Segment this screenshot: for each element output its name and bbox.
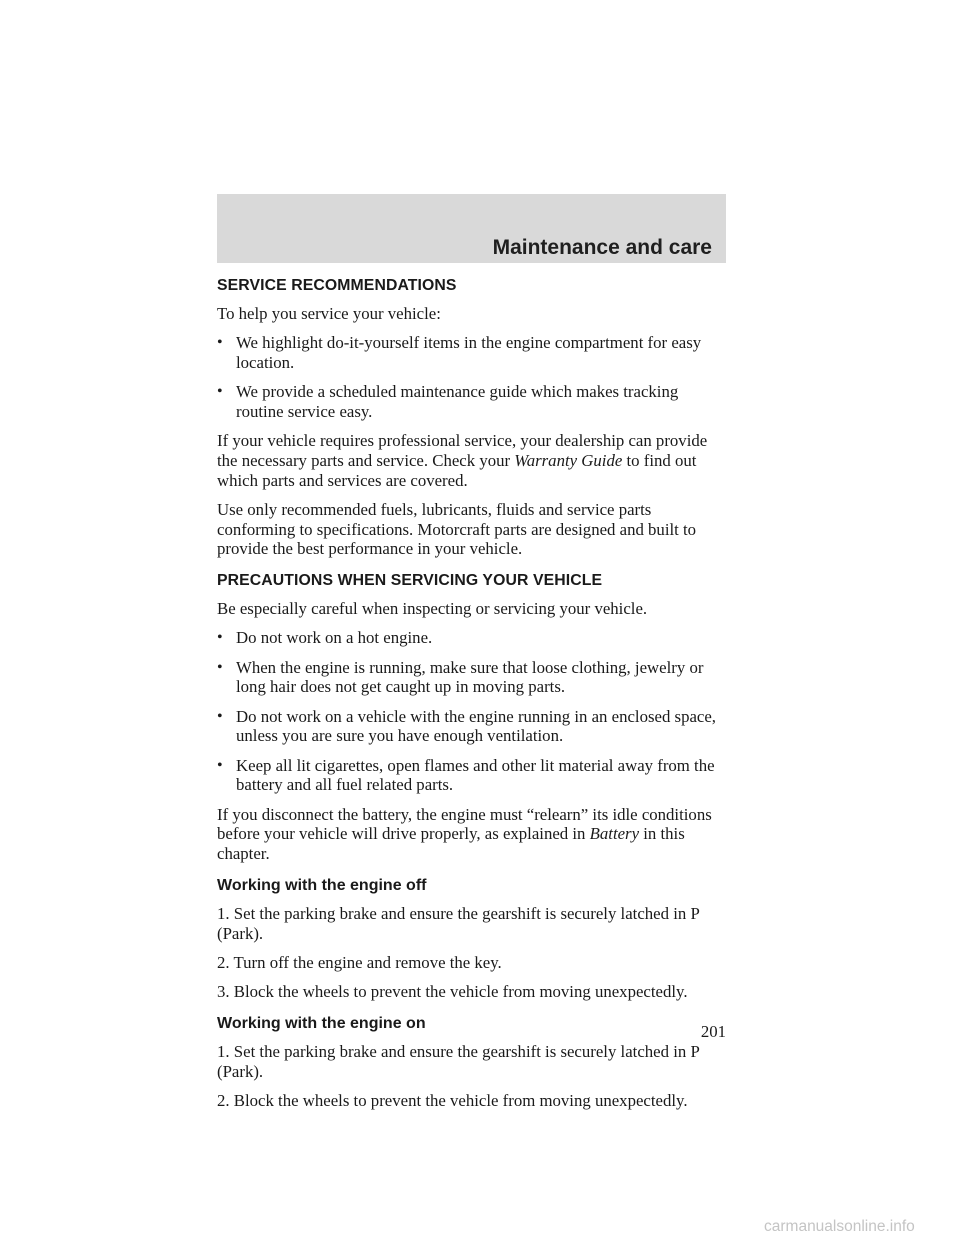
dealership-text-end: to find out which parts and services are covered. xyxy=(217,451,697,490)
battery-paragraph xyxy=(217,805,729,864)
service-intro: To help you service your vehicle: xyxy=(217,304,441,323)
warranty-guide-reference: Warranty Guide xyxy=(514,451,623,470)
list-item-text: Keep all lit cigarettes, open flames and other lit material away from the battery and all fuel related parts. xyxy=(236,755,715,795)
bullet-icon: • xyxy=(217,658,223,676)
page-content xyxy=(217,276,729,1120)
bullet-icon: • xyxy=(217,334,223,352)
dealership-text: If your vehicle requires professional service, your dealership can provide the necessary parts and service. Check your xyxy=(217,431,708,470)
parts-paragraph: Use only recommended fuels, lubricants, fluids and service parts conforming to specifications. Motorcraft parts are designed and built to provide the best performance in your vehicle. xyxy=(217,500,697,559)
engine-off-heading: Working with the engine off xyxy=(217,876,427,894)
list-item-text: We highlight do-it-yourself items in the engine compartment for easy location. xyxy=(236,333,702,372)
battery-text: If you disconnect the battery, the engine must “relearn” its idle conditions before your vehicle will drive properly, as explained in xyxy=(217,804,712,844)
bullet-icon: • xyxy=(217,629,223,647)
bullet-icon: • xyxy=(217,756,223,774)
service-heading: SERVICE RECOMMENDATIONS xyxy=(217,277,457,294)
list-item-text: Do not work on a vehicle with the engine running in an enclosed space, unless you are sure you have enough ventilation. xyxy=(236,706,716,746)
list-item xyxy=(217,333,729,372)
list-item-text: We provide a scheduled maintenance guide which makes tracking routine service easy. xyxy=(236,382,679,421)
battery-reference: Battery xyxy=(589,824,640,844)
section-header-band xyxy=(217,194,726,263)
dealership-paragraph xyxy=(217,431,729,490)
engine-on-heading: Working with the engine on xyxy=(217,1014,426,1032)
precautions-intro: Be especially careful when inspecting or servicing your vehicle. xyxy=(217,599,648,619)
engine-on-step: 2. Block the wheels to prevent the vehicle from moving unexpectedly. xyxy=(217,1090,688,1110)
list-item xyxy=(217,382,729,421)
engine-off-step: 1. Set the parking brake and ensure the gearshift is securely latched in P (Park). xyxy=(217,903,700,943)
page-number: 201 xyxy=(700,1022,726,1041)
bullet-icon: • xyxy=(217,707,223,725)
engine-off-step: 2. Turn off the engine and remove the key. xyxy=(217,952,502,972)
precautions-bullet-list xyxy=(217,628,729,795)
list-item xyxy=(217,628,729,648)
battery-text-end: in this chapter. xyxy=(217,824,685,864)
watermark: carmanualsonline.info xyxy=(764,1218,915,1235)
list-item xyxy=(217,707,729,746)
section-title: Maintenance and care xyxy=(492,236,712,259)
list-item xyxy=(217,756,729,795)
engine-on-step: 1. Set the parking brake and ensure the gearshift is securely latched in P (Park). xyxy=(217,1041,700,1081)
engine-off-step: 3. Block the wheels to prevent the vehicle from moving unexpectedly. xyxy=(217,982,688,1002)
list-item-text: When the engine is running, make sure that loose clothing, jewelry or long hair does not get caught up in moving parts. xyxy=(236,657,704,697)
bullet-icon: • xyxy=(217,383,223,401)
service-bullet-list xyxy=(217,333,729,421)
list-item-text: Do not work on a hot engine. xyxy=(236,628,433,648)
list-item xyxy=(217,658,729,697)
precautions-heading: PRECAUTIONS WHEN SERVICING YOUR VEHICLE xyxy=(217,572,603,590)
